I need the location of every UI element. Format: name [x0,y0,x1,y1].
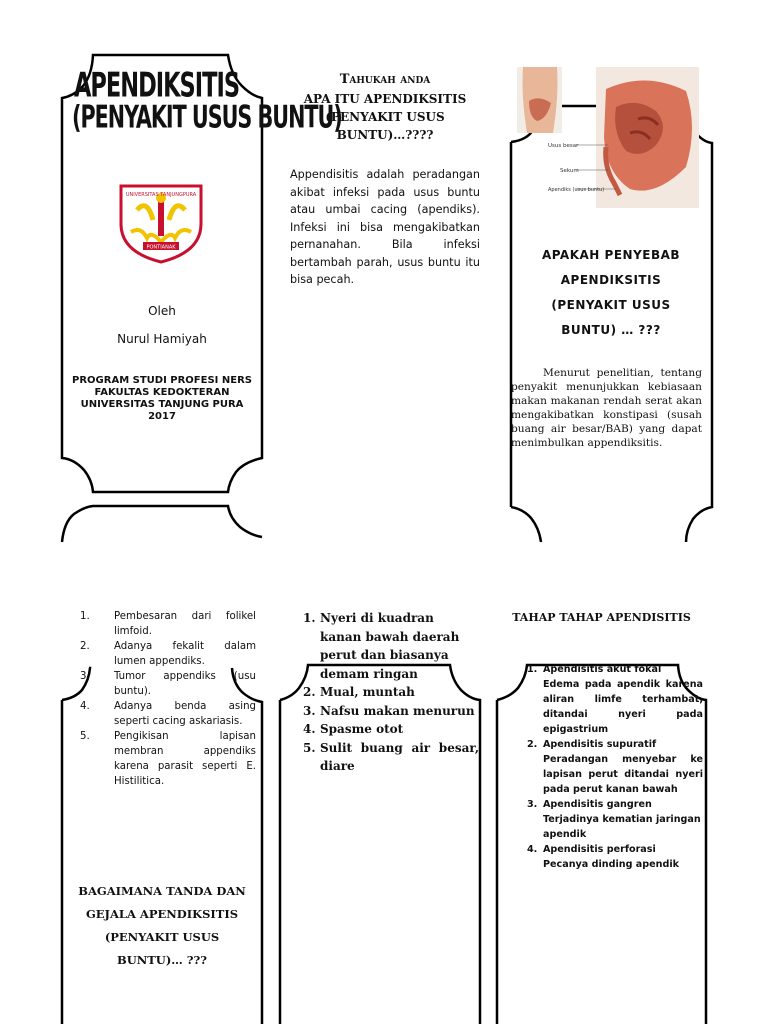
list-item: 4. Adanya benda asing seperti cacing askariasis. [80,701,256,727]
list-item: 2. Adanya fekalit dalam lumen appendiks. [80,641,256,667]
list-item: 1. Pembesaran dari folikel limfoid. [80,611,256,637]
definition-body: Appendisitis adalah peradangan akibat infeksi pada usus buntu atau umbai cacing (apendiks). Infeksi ini bisa mengakibatkan pernanahan. Bila infeksi bertambah parah, usus buntu itu bisa pecah. [290,168,480,286]
cause-heading [511,243,711,343]
figure-label-apendiks: Apendiks (usus buntu) [548,187,605,193]
stages-list [527,662,703,872]
list-item: 2. Mual, muntah [303,685,415,699]
symptoms-heading-4: BUNTU)… ??? [116,953,207,967]
symptoms-heading-2: GEJALA APENDIKSITIS [85,907,239,921]
cause-heading-4: BUNTU) … ??? [561,323,661,337]
list-item: 5. Pengikisan lapisan membran appendiks karena parasit seperti E. Histilitica. [80,731,256,787]
definition-heading-2: APA ITU APENDIKSITIS [303,92,467,106]
definition-heading-3: (PENYAKIT USUS [325,110,445,124]
list-item: 5. Sulit buang air besar, diare [303,740,479,773]
institution-text: PROGRAM STUDI PROFESI NERS FAKULTAS KEDOKTERAN UNIVERSITAS TANJUNG PURA 2017 [72,375,252,422]
definition-heading-1: Tahukah anda [339,72,431,87]
symptoms-list [303,609,479,776]
symptoms-heading [62,880,262,972]
cause-heading-1: APAKAH PENYEBAB [541,248,681,262]
list-item: 1. Apendisitis akut fokal Edema pada apendik karena aliran limfe terhambat, ditandai nyeri pada epigastrium [527,664,703,735]
cause-heading-3: (PENYAKIT USUS [551,298,671,312]
stages-heading: TAHAP TAHAP APENDISITIS [512,611,691,624]
figure-label-usus-besar: Usus besar [548,143,579,149]
causes-list [80,609,256,789]
symptoms-heading-1: BAGAIMANA TANDA DAN [78,884,246,898]
intestine-figure [546,67,699,208]
list-item: 2. Apendisitis supuratif Peradangan menyebar ke lapisan perut ditandai nyeri pada perut kanan bawah [527,739,703,795]
list-item: 3. Tumor appendiks (usu buntu). [80,671,256,697]
list-item: 4. Apendisitis perforasi Pecanya dinding apendik [527,844,679,870]
symptoms-heading-3: (PENYAKIT USUS [104,930,220,944]
author-name: Nurul Hamiyah [117,332,207,346]
cover-title-line2: (PENYAKIT USUS BUNTU) [72,100,342,136]
author-label: Oleh [148,304,176,318]
cause-body: Menurut penelitian, tentang penyakit menunjukkan kebiasaan makan makanan rendah serat akan mengakibatkan konstipasi (susah buang air besar/BAB) yang dapat menimbulkan appendiksitis. [511,367,702,449]
list-item: 4. Spasme otot [303,722,404,736]
cover-title-line1: APENDIKSITIS [74,65,240,105]
definition-heading-4: BUNTU)…???? [336,128,434,142]
list-item: 3. Nafsu makan menurun [303,703,475,718]
logo-arc-text: UNIVERSITAS TANJUNGPURA [125,192,197,198]
cover-frame-bottom [62,506,262,542]
logo-bottom-text: PONTIANAK [146,244,176,251]
list-item: 3. Apendisitis gangren Terjadinya kematian jaringan apendik [527,799,701,840]
definition-heading [290,70,480,144]
figure-label-sekum: Sekum [560,168,579,174]
cause-heading-2: APENDIKSITIS [560,273,662,287]
list-item: 1. Nyeri di kuadran kanan bawah daerah perut dan biasanya demam ringan [303,611,460,681]
university-logo [117,176,205,264]
